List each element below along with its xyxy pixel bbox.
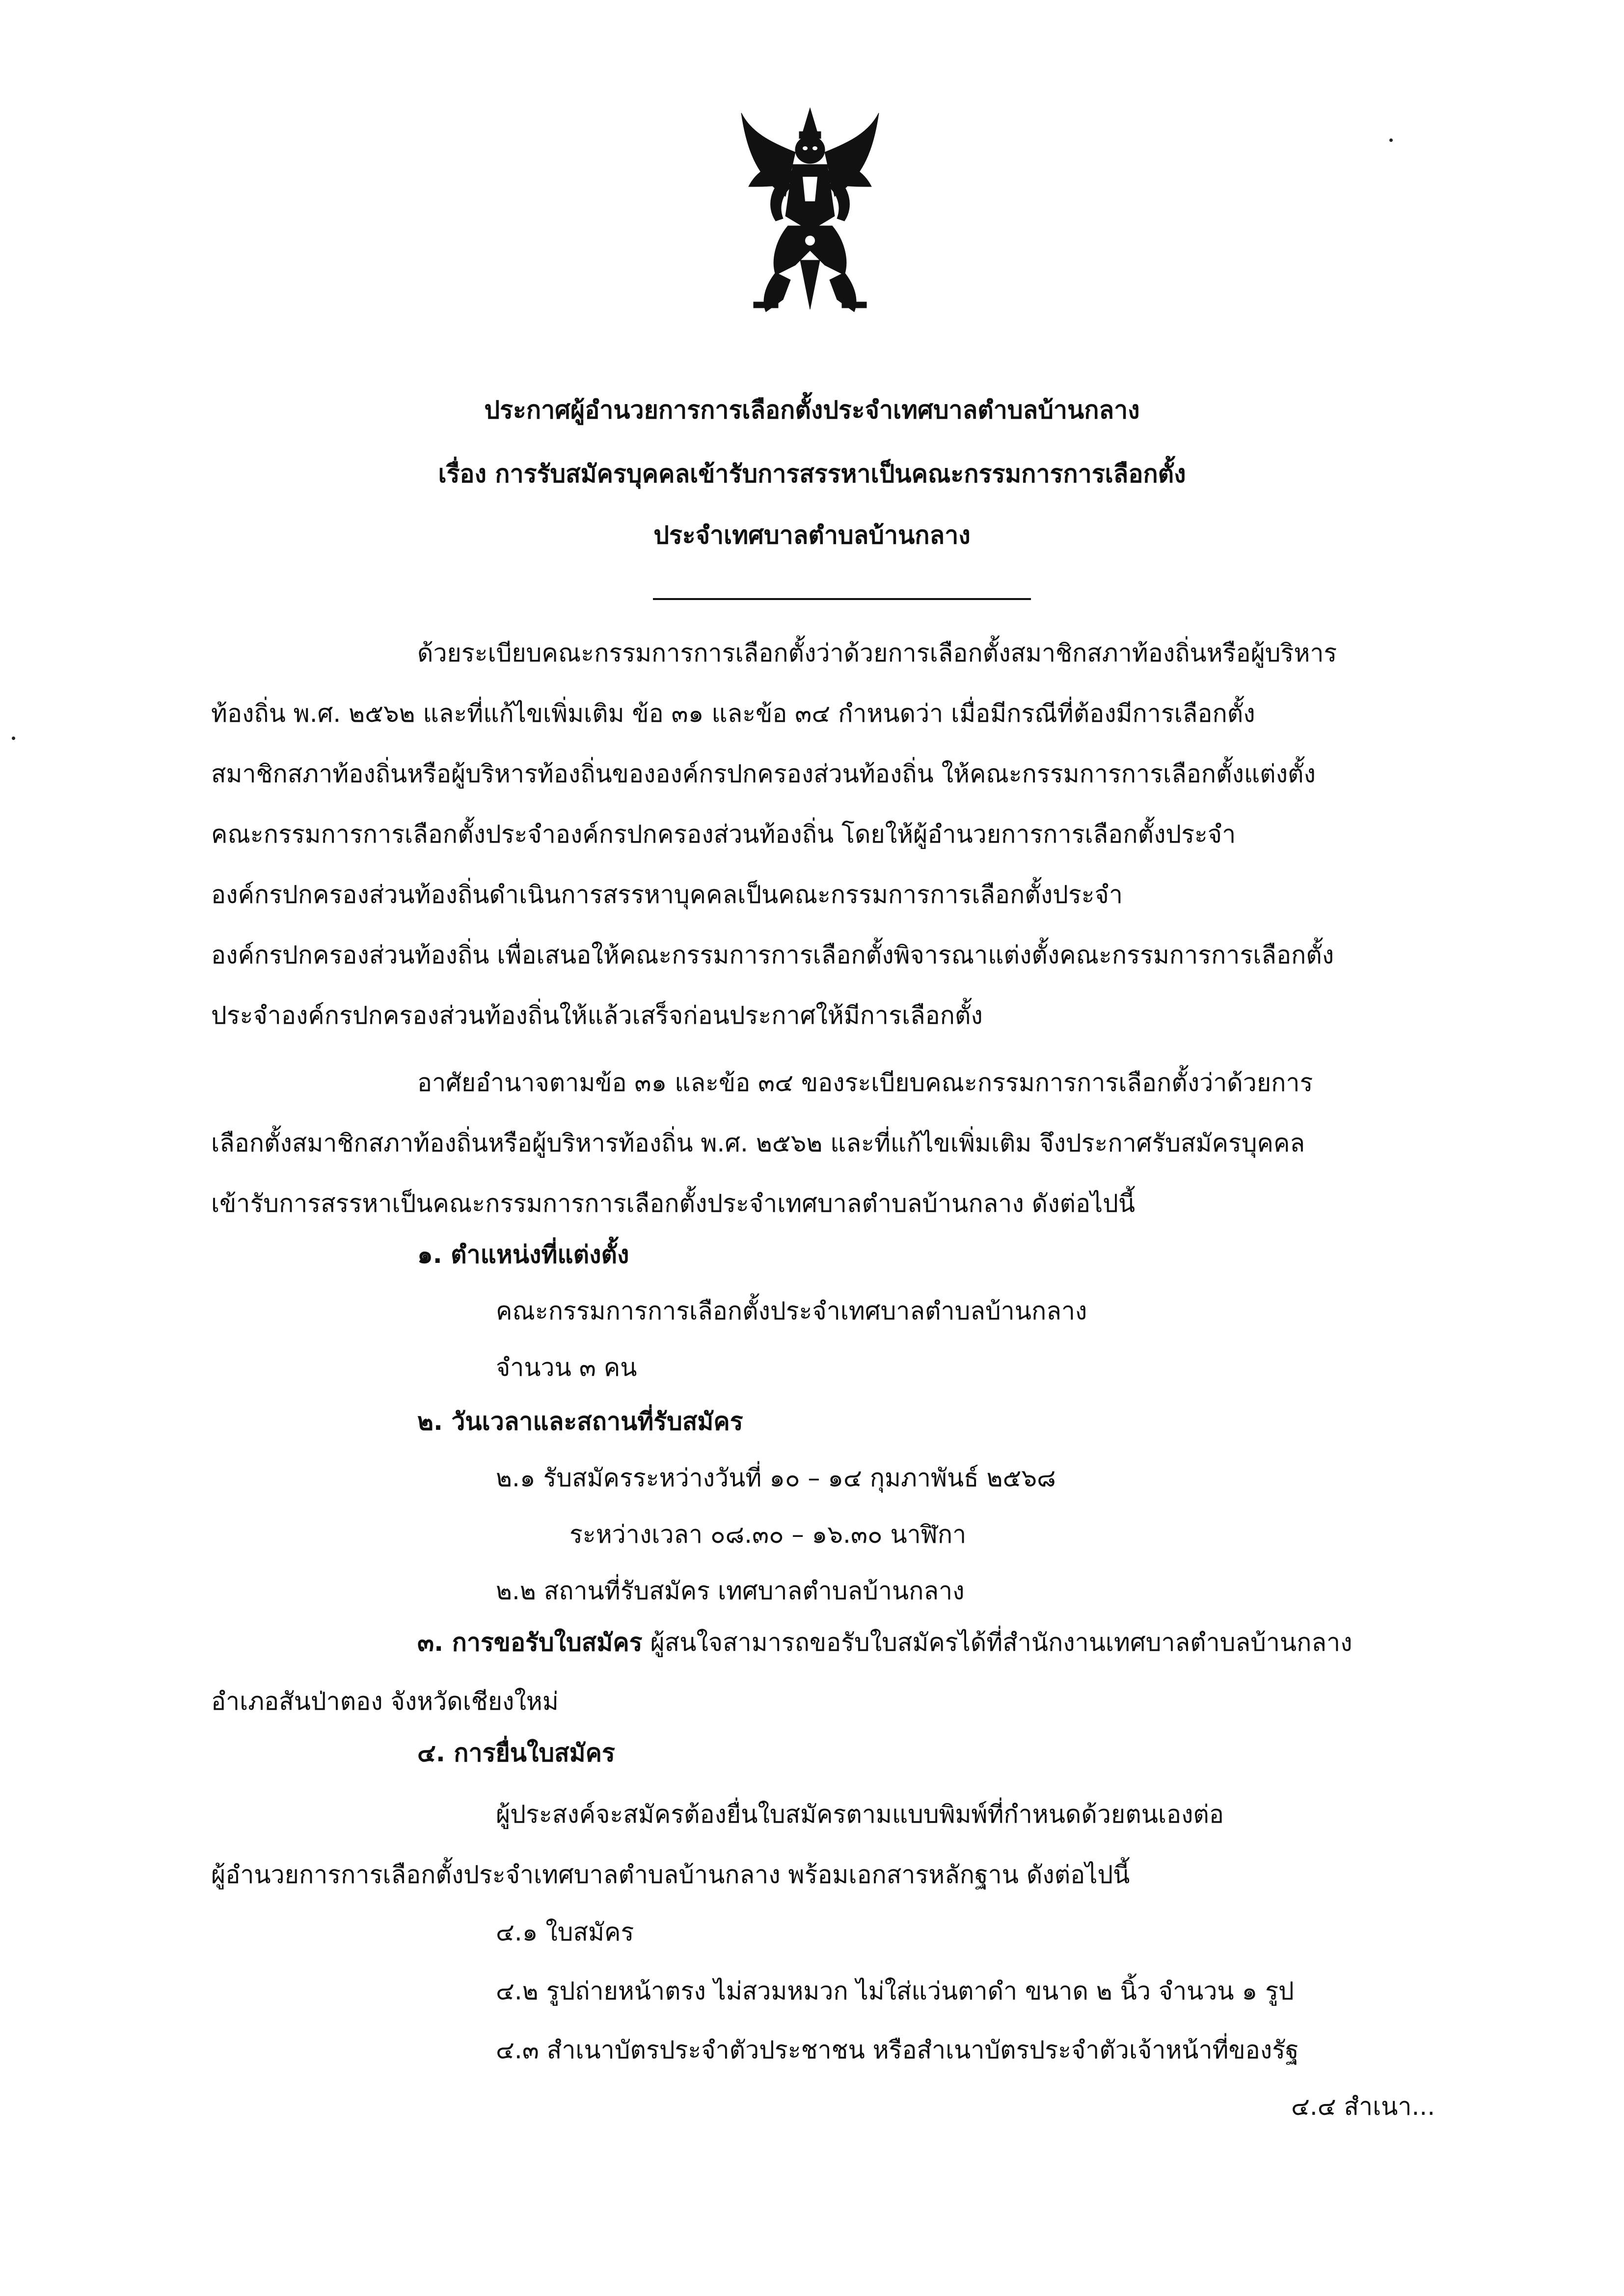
paragraph-1-line: ประจำองค์กรปกครองส่วนท้องถิ่นให้แล้วเสร็จก่อนประกาศให้มีการเลือกตั้ง [211, 1001, 983, 1030]
paragraph-1-line: คณะกรรมการการเลือกตั้งประจำองค์กรปกครองส่วนท้องถิ่น โดยให้ผู้อำนวยการการเลือกตั้งประจำ [211, 820, 1236, 848]
paragraph-2-line: เข้ารับการสรรหาเป็นคณะกรรมการการเลือกตั้งประจำเทศบาลตำบลบ้านกลาง ดังต่อไปนี้ [211, 1189, 1136, 1218]
section-1-heading: ๑. ตำแหน่งที่แต่งตั้ง [417, 1240, 629, 1269]
section-3-heading: ๓. การขอรับใบสมัคร [417, 1628, 643, 1657]
paragraph-1-line: องค์กรปกครองส่วนท้องถิ่นดำเนินการสรรหาบุคคลเป็นคณะกรรมการการเลือกตั้งประจำ [211, 880, 1123, 909]
announcement-title: ประกาศผู้อำนวยการการเลือกตั้งประจำเทศบาลตำบลบ้านกลาง [484, 396, 1140, 424]
section-1-count: จำนวน ๓ คน [496, 1353, 637, 1382]
scan-speck [12, 737, 15, 740]
section-1-position: คณะกรรมการการเลือกตั้งประจำเทศบาลตำบลบ้านกลาง [496, 1297, 1087, 1325]
paragraph-2-line: อาศัยอำนาจตามข้อ ๓๑ และข้อ ๓๔ ของระเบียบคณะกรรมการการเลือกตั้งว่าด้วยการ [417, 1068, 1313, 1097]
page-continuation: ๔.๔ สำเนา... [1291, 2092, 1435, 2121]
scan-speck [1389, 138, 1393, 142]
section-2-item-dates: ๒.๑ รับสมัครระหว่างวันที่ ๑๐ – ๑๔ กุมภาพันธ์ ๒๕๖๘ [496, 1464, 1056, 1492]
paragraph-1-line: ท้องถิ่น พ.ศ. ๒๕๖๒ และที่แก้ไขเพิ่มเติม ข้อ ๓๑ และข้อ ๓๔ กำหนดว่า เมื่อมีกรณีที่ต้องมีการเลือกตั้ง [211, 699, 1255, 728]
section-4-text: ผู้ประสงค์จะสมัครต้องยื่นใบสมัครตามแบบพิมพ์ที่กำหนดด้วยตนเองต่อ [496, 1800, 1224, 1829]
section-4-item: ๔.๒ รูปถ่ายหน้าตรง ไม่สวมหมวก ไม่ใส่แว่นตาดำ ขนาด ๒ นิ้ว จำนวน ๑ รูป [496, 1977, 1294, 2005]
paragraph-2-line: เลือกตั้งสมาชิกสภาท้องถิ่นหรือผู้บริหารท้องถิ่น พ.ศ. ๒๕๖๒ และที่แก้ไขเพิ่มเติม จึงประกาศรับสมัครบุคคล [211, 1129, 1305, 1157]
section-4-text-continued: ผู้อำนวยการการเลือกตั้งประจำเทศบาลตำบลบ้านกลาง พร้อมเอกสารหลักฐาน ดังต่อไปนี้ [211, 1860, 1130, 1889]
announcement-subject: เรื่อง การรับสมัครบุคคลเข้ารับการสรรหาเป็นคณะกรรมการการเลือกตั้ง [438, 460, 1186, 488]
section-2-item-time: ระหว่างเวลา ๐๘.๓๐ – ๑๖.๓๐ นาฬิกา [569, 1520, 967, 1549]
section-4-item: ๔.๑ ใบสมัคร [496, 1918, 634, 1946]
paragraph-1-line: สมาชิกสภาท้องถิ่นหรือผู้บริหารท้องถิ่นขององค์กรปกครองส่วนท้องถิ่น ให้คณะกรรมการการเลือกตั้งแต่งตั้ง [211, 760, 1316, 788]
section-3-text-continued: อำเภอสันป่าตอง จังหวัดเชียงใหม่ [211, 1687, 559, 1716]
section-3-line [417, 1630, 1353, 1655]
section-2-heading: ๒. วันเวลาและสถานที่รับสมัคร [417, 1407, 743, 1436]
section-4-item: ๔.๓ สำเนาบัตรประจำตัวประชาชน หรือสำเนาบัตรประจำตัวเจ้าหน้าที่ของรัฐ [496, 2036, 1299, 2064]
paragraph-1-line: องค์กรปกครองส่วนท้องถิ่น เพื่อเสนอให้คณะกรรมการการเลือกตั้งพิจารณาแต่งตั้งคณะกรรมการการเลือกตั้ง [211, 941, 1334, 969]
section-3-text: ผู้สนใจสามารถขอรับใบสมัครได้ที่สำนักงานเทศบาลตำบลบ้านกลาง [650, 1628, 1353, 1657]
title-divider [653, 598, 1031, 600]
announcement-subject-continued: ประจำเทศบาลตำบลบ้านกลาง [653, 521, 971, 549]
paragraph-1-line: ด้วยระเบียบคณะกรรมการการเลือกตั้งว่าด้วยการเลือกตั้งสมาชิกสภาท้องถิ่นหรือผู้บริหาร [417, 639, 1337, 667]
section-4-heading: ๔. การยื่นใบสมัคร [417, 1739, 615, 1767]
section-2-item-place: ๒.๒ สถานที่รับสมัคร เทศบาลตำบลบ้านกลาง [496, 1577, 965, 1605]
garuda-emblem-icon [736, 103, 884, 319]
